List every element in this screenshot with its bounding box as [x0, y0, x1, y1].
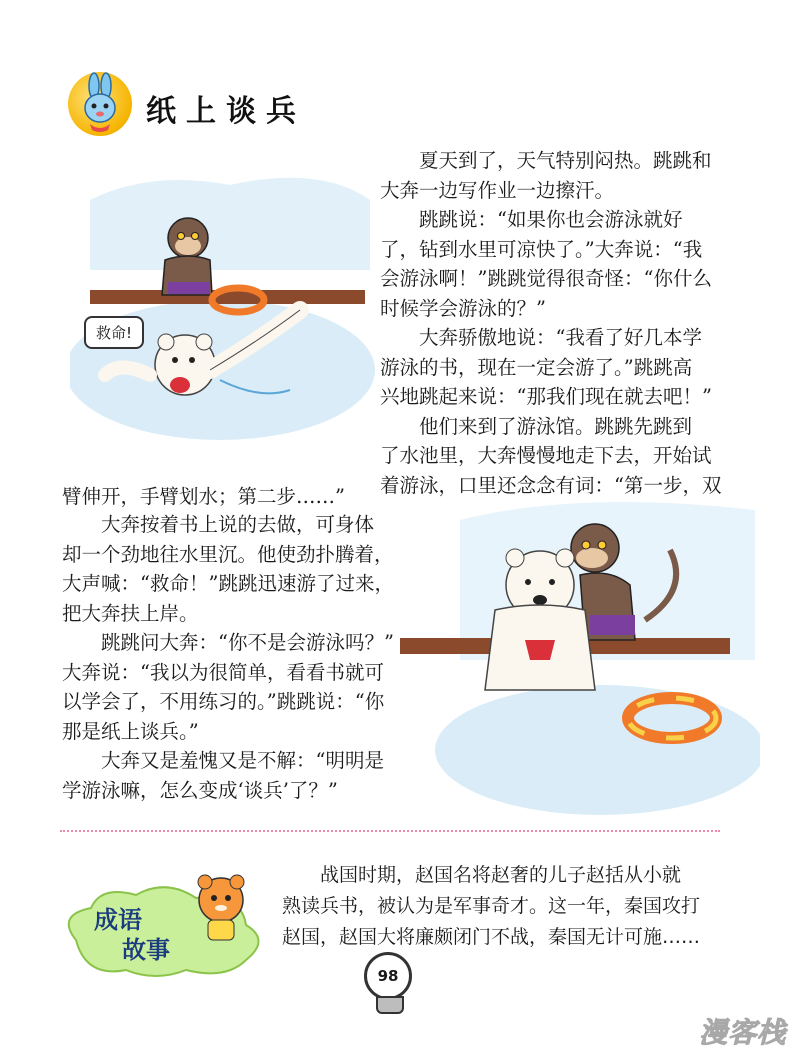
paragraph-line: 大声喊：“救命！”跳跳迅速游了过来，: [62, 572, 394, 595]
paragraph-line: 把大奔扶上岸。: [62, 601, 199, 625]
paragraph-line: 那是纸上谈兵。”: [62, 719, 199, 743]
idiom-story-text: [282, 860, 732, 953]
idiom-label-line2: 故事: [122, 936, 170, 964]
paragraph-line: 着游泳，口里还念念有词：“第一步，双: [380, 473, 722, 497]
paragraph-line: 了水池里，大奔慢慢地走下去，开始试: [380, 444, 712, 467]
paragraph-line: 熟读兵书，被认为是军事奇才。这一年，秦国攻打: [282, 895, 701, 917]
paragraph-line: 了，钻到水里可凉快了。”大奔说：“我: [380, 237, 703, 261]
pool-illustration-bottom: [400, 490, 760, 824]
paragraph-line: 兴地跳起来说：“那我们现在就去吧！”: [380, 385, 712, 408]
page-number-bulb-icon: [364, 952, 412, 1000]
paragraph-line: 大奔一边写作业一边擦汗。: [380, 178, 615, 202]
story-right-column: [380, 146, 725, 500]
paragraph-line: 战国时期，赵国名将赵奢的儿子赵括从小就: [320, 864, 682, 886]
page-title: 纸上谈兵: [146, 94, 306, 129]
paragraph-line: 跳跳说：“如果你也会游泳就好: [419, 208, 683, 231]
idiom-label-line1: 成语: [94, 906, 142, 934]
story-left-column: [62, 510, 402, 805]
watermark: 漫客栈: [698, 1016, 786, 1049]
paragraph-line: 时候学会游泳的？”: [380, 296, 546, 320]
paragraph-line: 大奔按着书上说的去做，可身体: [101, 513, 375, 536]
paragraph-line: 赵国，赵国大将廉颇闭门不战，秦国无计可施……: [282, 926, 701, 948]
bulb-base: [376, 996, 404, 1014]
paragraph-line: 他们来到了游泳馆。跳跳先跳到: [419, 414, 693, 438]
paragraph-line: 会游泳啊！”跳跳觉得很奇怪：“你什么: [380, 267, 712, 290]
paragraph-line: 却一个劲地往水里沉。他使劲扑腾着，: [62, 542, 394, 566]
paragraph-line: 大奔骄傲地说：“我看了好几本学: [419, 326, 702, 349]
idiom-story-badge: [56, 870, 276, 984]
paragraph-line: 学游泳嘛，怎么变成‘谈兵’了？”: [62, 778, 338, 802]
paragraph-line: 大奔又是羞愧又是不解：“明明是: [101, 749, 384, 772]
paragraph-line: 大奔说：“我以为很简单，看看书就可: [62, 660, 384, 684]
page-number: 98: [377, 967, 399, 985]
section-divider: [60, 830, 720, 832]
speech-bubble: 救命!: [84, 316, 144, 349]
paragraph-line: 跳跳问大奔：“你不是会游泳吗？”: [101, 631, 394, 654]
pool-illustration-top: [70, 160, 380, 464]
title-badge-rabbit-icon: [68, 72, 132, 136]
paragraph-line: 游泳的书，现在一定会游了。”跳跳高: [380, 355, 693, 379]
paragraph-line: 夏天到了，天气特别闷热。跳跳和: [419, 149, 712, 172]
paragraph-line: 臂伸开，手臂划水；第二步……”: [62, 485, 345, 508]
paragraph-line: 以学会了，不用练习的。”跳跳说：“你: [62, 690, 385, 713]
